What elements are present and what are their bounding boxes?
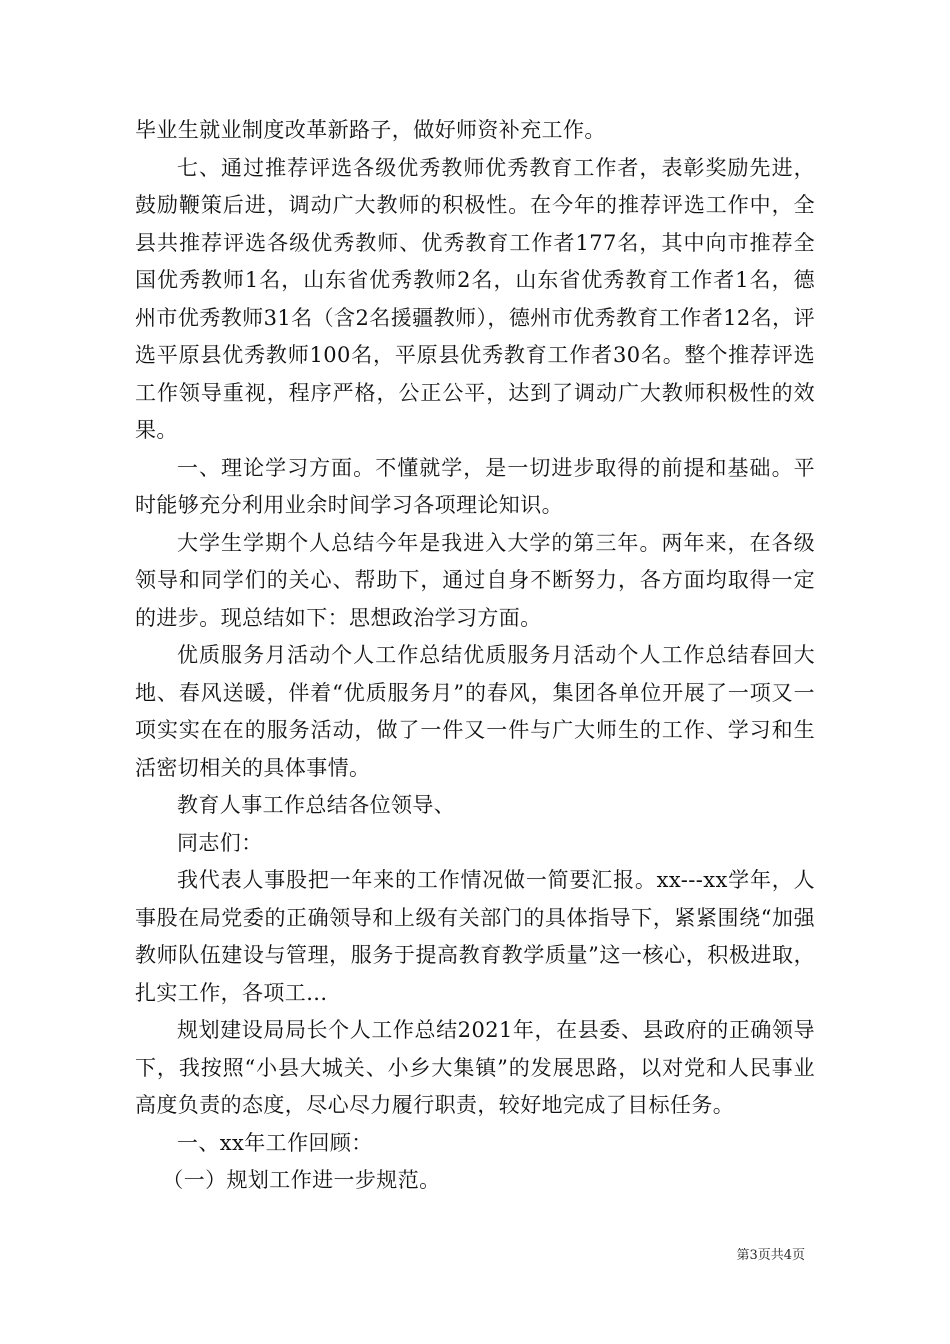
page-footer — [736, 1248, 805, 1264]
paragraph-5: 优质服务月活动个人工作总结优质服务月活动个人工作总结春回大地、春风送暖，伴着“优质服务月”的春风，集团各单位开展了一项又一项实实在在的服务活动，做了一件又一件与广大师生的工作、学习和生活密切相关的具体事情。 — [135, 643, 815, 780]
paragraph-11: （一）规划工作进一步规范。 — [162, 1168, 441, 1192]
document-body — [135, 112, 815, 1200]
paragraph-2: 七、通过推荐评选各级优秀教师优秀教育工作者，表彰奖励先进，鼓励鞭策后进，调动广大教师的积极性。在今年的推荐评选工作中，全县共推荐评选各级优秀教师、优秀教育工作者177名，其中向市推荐全国优秀教师1名，山东省优秀教师2名，山东省优秀教育工作者1名，德州市优秀教师31名（含2名援疆教师），德州市优秀教育工作者12名，评选平原县优秀教师100名，平原县优秀教育工作者30名。整个推荐评选工作领导重视，程序严格，公正公平，达到了调动广大教师积极性的效果。 — [135, 155, 815, 442]
paragraph-7: 同志们： — [177, 830, 263, 855]
paragraph-1: 毕业生就业制度改革新路子，做好师资补充工作。 — [135, 118, 606, 142]
paragraph-3: 一、理论学习方面。不懂就学，是一切进步取得的前提和基础。平时能够充分利用业余时间学习各项理论知识。 — [135, 455, 815, 517]
paragraph-6: 教育人事工作总结各位领导、 — [177, 793, 456, 817]
paragraph-4: 大学生学期个人总结今年是我进入大学的第三年。两年来，在各级领导和同学们的关心、帮助下，通过自身不断努力，各方面均取得一定的进步。现总结如下：思想政治学习方面。 — [135, 530, 815, 630]
paragraph-10: 一、xx年工作回顾： — [177, 1130, 373, 1155]
paragraph-9: 规划建设局局长个人工作总结2021年，在县委、县政府的正确领导下，我按照“小县大城关、小乡大集镇”的发展思路，以对党和人民事业高度负责的态度，尽心尽力履行职责，较好地完成了目标任务。 — [135, 1018, 815, 1117]
paragraph-8: 我代表人事股把一年来的工作情况做一简要汇报。xx---xx学年，人事股在局党委的正确领导和上级有关部门的具体指导下，紧紧围绕“加强教师队伍建设与管理，服务于提高教育教学质量”这一核心，积极进取，扎实工作，各项工... — [135, 868, 815, 1005]
page-number-label: 第3页共4页 — [736, 1248, 805, 1263]
